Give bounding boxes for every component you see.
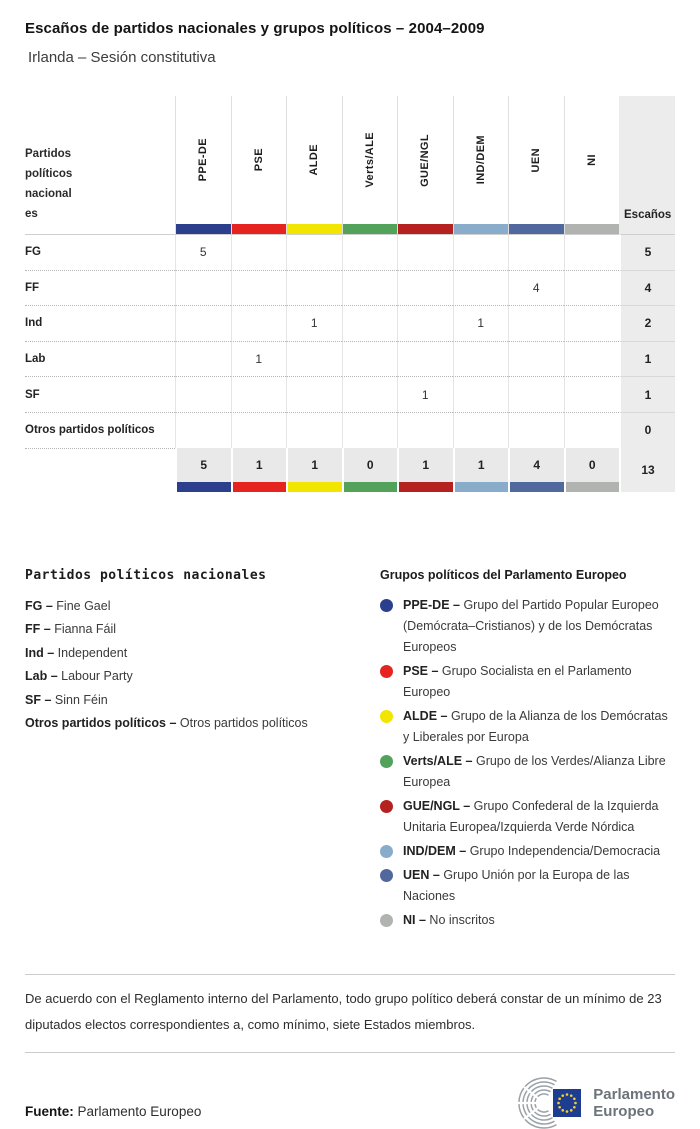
party-abbr: Lab –: [25, 669, 58, 684]
european-parliament-logo: [517, 1077, 675, 1129]
legend-item: [25, 693, 380, 707]
group-desc: [403, 595, 675, 658]
group-name: Grupo de la Alianza de los Demócratas y Liberales por Europa: [403, 708, 668, 744]
seats-header-label: Escaños: [624, 209, 672, 221]
seat-cell: [342, 412, 398, 448]
seat-cell: [231, 305, 287, 341]
column-total: 1: [286, 448, 342, 482]
rotated-label-wrap: [232, 96, 287, 224]
column-label: NI: [585, 154, 598, 166]
parties-legend-title: Partidos políticos nacionales: [25, 567, 267, 583]
party-label: FF: [25, 270, 175, 306]
total-col: [342, 448, 398, 492]
seat-cell: [231, 412, 287, 448]
table-row: [25, 270, 675, 306]
group-color-bar: [232, 224, 287, 234]
table-row: [25, 412, 675, 448]
corner-line: nacional: [25, 188, 72, 200]
group-color-dot: [380, 914, 393, 927]
corner-line: es: [25, 208, 38, 220]
seat-cell: [564, 305, 620, 341]
group-color-bar: [176, 224, 231, 234]
column-header-pse: [231, 96, 287, 234]
total-col: [286, 448, 342, 492]
seat-cell: 1: [286, 305, 342, 341]
group-desc: [403, 865, 675, 907]
group-desc: [403, 910, 495, 931]
grand-total-cell: 13: [619, 448, 675, 492]
total-col: [564, 448, 620, 492]
groups-legend-title: Grupos políticos del Parlamento Europeo: [380, 567, 627, 582]
seat-cell: [564, 234, 620, 270]
seat-cell: [453, 376, 509, 412]
group-color-bar: [454, 224, 509, 234]
seat-cell: 5: [175, 234, 231, 270]
group-color-bar: [397, 482, 453, 492]
legend-item: [380, 796, 675, 838]
party-abbr: SF –: [25, 692, 52, 707]
group-abbr: UEN –: [403, 867, 440, 882]
seat-cell: [286, 234, 342, 270]
group-desc: [403, 751, 675, 793]
legend-item: [380, 661, 675, 703]
row-total-cell: 4: [619, 270, 675, 306]
rotated-label-wrap: [509, 96, 564, 224]
seat-cell: [175, 270, 231, 306]
party-label: SF: [25, 376, 175, 412]
row-total-cell: 0: [619, 412, 675, 448]
divider: [25, 1052, 675, 1053]
group-color-bar: [175, 482, 231, 492]
seat-cell: 1: [453, 305, 509, 341]
seat-cell: [508, 341, 564, 377]
seat-cell: [286, 341, 342, 377]
group-color-dot: [380, 800, 393, 813]
group-color-bar: [343, 224, 398, 234]
corner-line: políticos: [25, 168, 73, 180]
party-name: Fine Gael: [56, 598, 111, 613]
group-name: Grupo Confederal de la Izquierda Unitaria Europea/Izquierda Verde Nórdica: [403, 798, 659, 834]
group-color-dot: [380, 665, 393, 678]
rotated-label-wrap: [454, 96, 509, 224]
group-color-bar: [342, 482, 398, 492]
group-color-bar: [564, 482, 620, 492]
party-name: Fianna Fáil: [54, 622, 117, 637]
seat-cell: [397, 234, 453, 270]
seat-cell: [231, 234, 287, 270]
column-header-alde: [286, 96, 342, 234]
total-col: [175, 448, 231, 492]
seat-cell: [342, 270, 398, 306]
seat-cell: [564, 270, 620, 306]
total-col: [231, 448, 287, 492]
group-desc: [403, 841, 660, 862]
legend-item: [380, 865, 675, 907]
column-total: 4: [508, 448, 564, 482]
group-abbr: IND/DEM –: [403, 843, 467, 858]
group-abbr: PPE-DE –: [403, 597, 460, 612]
rotated-label-wrap: [176, 96, 231, 224]
seat-cell: [286, 412, 342, 448]
party-name: Otros partidos políticos: [179, 716, 308, 731]
party-name: Sinn Féin: [54, 692, 108, 707]
group-abbr: NI –: [403, 912, 426, 927]
group-name: Grupo Independencia/Democracia: [469, 843, 661, 858]
seat-cell: [175, 305, 231, 341]
group-abbr: PSE –: [403, 663, 439, 678]
row-total-cell: 1: [619, 341, 675, 377]
seat-cell: [397, 270, 453, 306]
seat-cell: [175, 376, 231, 412]
totals-label-spacer: [25, 448, 175, 492]
legend-item: [380, 910, 675, 931]
column-total: 1: [231, 448, 287, 482]
group-abbr: Verts/ALE –: [403, 753, 473, 768]
seats-table: [25, 96, 675, 492]
logo-wordmark: [593, 1086, 675, 1120]
group-color-bar: [508, 482, 564, 492]
footnote: De acuerdo con el Reglamento interno del Parlamento, todo grupo político deberá constar de un mínimo de 23 diputados electos correspondientes a, como mínimo, siete Estados miembros.: [25, 990, 662, 1032]
political-groups-legend: [380, 568, 675, 934]
group-desc: [403, 706, 675, 748]
legend-item: [25, 669, 380, 683]
seat-cell: [564, 376, 620, 412]
table-header-row: [25, 96, 675, 234]
seat-cell: [508, 412, 564, 448]
seat-cell: [397, 305, 453, 341]
column-label: PPE-DE: [197, 138, 210, 182]
source-value: Parlamento Europeo: [77, 1103, 202, 1119]
column-label: IND/DEM: [474, 135, 487, 185]
legend-item: [25, 716, 380, 730]
total-col: [453, 448, 509, 492]
seat-cell: [342, 376, 398, 412]
seat-cell: [508, 376, 564, 412]
seat-cell: [286, 376, 342, 412]
group-color-dot: [380, 599, 393, 612]
group-color-bar: [565, 224, 620, 234]
group-name: Grupo de los Verdes/Alianza Libre Europea: [403, 753, 666, 789]
party-abbr: Otros partidos políticos –: [25, 716, 177, 731]
rotated-label-wrap: [565, 96, 620, 224]
group-desc: [403, 661, 675, 703]
seat-cell: [231, 376, 287, 412]
column-header-ind-dem: [453, 96, 509, 234]
seat-cell: [175, 412, 231, 448]
divider: [25, 974, 675, 975]
column-total: 0: [342, 448, 398, 482]
table-row: [25, 234, 675, 270]
group-name: Grupo Unión por la Europa de las Naciones: [403, 867, 630, 903]
table-row: [25, 376, 675, 412]
table-row: [25, 341, 675, 377]
group-color-dot: [380, 755, 393, 768]
total-col: [397, 448, 453, 492]
row-total-cell: 5: [619, 234, 675, 270]
rotated-label-wrap: [398, 96, 453, 224]
column-header-uen: [508, 96, 564, 234]
party-abbr: FG –: [25, 598, 53, 613]
seat-cell: [397, 412, 453, 448]
rotated-label-wrap: [287, 96, 342, 224]
seat-cell: [508, 234, 564, 270]
group-name: Grupo del Partido Popular Europeo (Demócrata–Cristianos) y de los Demócratas Europeos: [403, 597, 659, 654]
seat-cell: [508, 305, 564, 341]
group-color-bar: [231, 482, 287, 492]
group-abbr: ALDE –: [403, 708, 448, 723]
seat-cell: [342, 341, 398, 377]
logo-line: Parlamento: [593, 1085, 675, 1103]
legend-item: [25, 599, 380, 613]
legend-item: [380, 595, 675, 658]
group-color-bar: [287, 224, 342, 234]
party-abbr: Ind –: [25, 645, 55, 660]
seat-cell: [564, 412, 620, 448]
group-name: Grupo Socialista en el Parlamento Europeo: [403, 663, 632, 699]
seat-cell: [564, 341, 620, 377]
legends-section: [25, 568, 675, 934]
rotated-label-wrap: [343, 96, 398, 224]
party-name: Labour Party: [61, 669, 133, 684]
column-header-gue-ngl: [397, 96, 453, 234]
group-desc: [403, 796, 675, 838]
source-line: [25, 1104, 201, 1119]
page-subtitle: Irlanda – Sesión constitutiva: [28, 49, 216, 66]
group-name: No inscritos: [429, 912, 495, 927]
hemicycle-logo-icon: [517, 1077, 585, 1129]
column-label: GUE/NGL: [419, 133, 432, 187]
legend-item: [380, 751, 675, 793]
page-title: Escaños de partidos nacionales y grupos políticos – 2004–2009: [25, 20, 485, 37]
national-parties-legend: [25, 568, 380, 934]
seat-cell: [286, 270, 342, 306]
source-label: Fuente:: [25, 1103, 74, 1119]
seat-cell: [231, 270, 287, 306]
seat-cell: [453, 341, 509, 377]
seat-cell: [397, 341, 453, 377]
column-label: PSE: [252, 148, 265, 172]
row-total-cell: 2: [619, 305, 675, 341]
party-label: Lab: [25, 341, 175, 377]
column-total: 0: [564, 448, 620, 482]
group-color-bar: [398, 224, 453, 234]
seat-cell: [453, 270, 509, 306]
seat-cell: [342, 234, 398, 270]
party-label: Ind: [25, 305, 175, 341]
seat-cell: [453, 412, 509, 448]
seat-cell: [342, 305, 398, 341]
group-color-bar: [509, 224, 564, 234]
totals-row: [25, 448, 675, 492]
party-label: Otros partidos políticos: [25, 412, 175, 448]
seat-cell: 4: [508, 270, 564, 306]
seat-cell: [175, 341, 231, 377]
table-row: [25, 305, 675, 341]
column-label: UEN: [530, 147, 543, 173]
column-total: 1: [453, 448, 509, 482]
party-abbr: FF –: [25, 622, 51, 637]
column-label: ALDE: [308, 144, 321, 176]
corner-label: [25, 96, 175, 234]
column-header-verts-ale: [342, 96, 398, 234]
group-color-bar: [286, 482, 342, 492]
column-header-ni: [564, 96, 620, 234]
row-total-cell: 1: [619, 376, 675, 412]
total-col: [508, 448, 564, 492]
legend-item: [25, 622, 380, 636]
legend-item: [25, 646, 380, 660]
column-total: 1: [397, 448, 453, 482]
seat-cell: 1: [231, 341, 287, 377]
group-color-bar: [453, 482, 509, 492]
group-color-dot: [380, 845, 393, 858]
party-label: FG: [25, 234, 175, 270]
legend-item: [380, 706, 675, 748]
logo-line: Europeo: [593, 1102, 655, 1120]
legend-item: [380, 841, 675, 862]
group-abbr: GUE/NGL –: [403, 798, 471, 813]
corner-line: Partidos: [25, 148, 72, 160]
column-label: Verts/ALE: [363, 132, 376, 188]
group-color-dot: [380, 710, 393, 723]
seat-cell: [453, 234, 509, 270]
column-header-seats: [619, 96, 675, 234]
column-total: 5: [175, 448, 231, 482]
party-name: Independent: [57, 645, 128, 660]
source-row: [25, 1077, 675, 1129]
column-header-ppe-de: [175, 96, 231, 234]
seat-cell: 1: [397, 376, 453, 412]
group-color-dot: [380, 869, 393, 882]
